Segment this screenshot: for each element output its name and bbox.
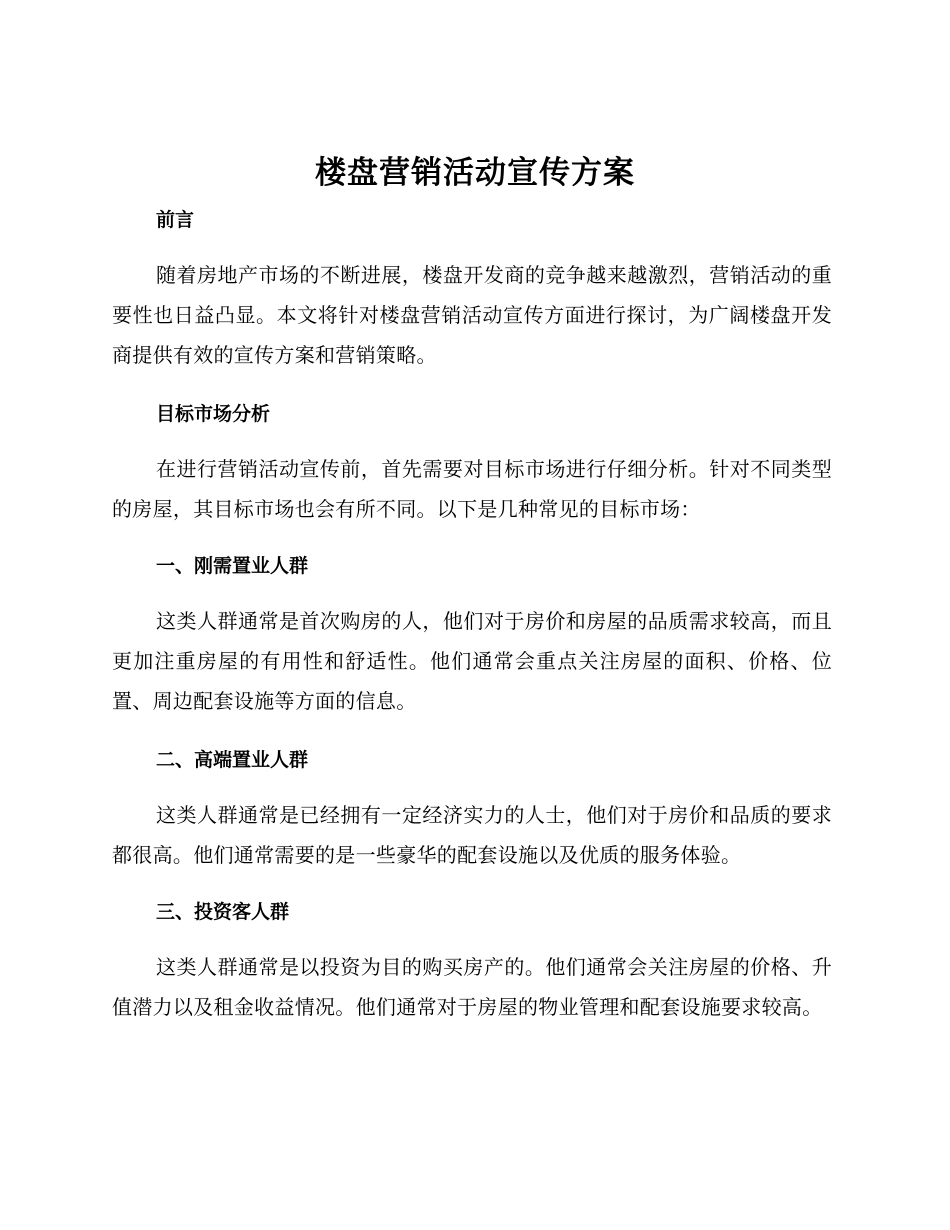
section-paragraph-investors: 这类人群通常是以投资为目的购买房产的。他们通常会关注房屋的价格、升值潜力以及租金收益情况。他们通常对于房屋的物业管理和配套设施要求较高。 — [112, 955, 832, 1019]
document-title: 楼盘营销活动宣传方案 — [315, 155, 635, 191]
section-paragraph-high-end-buyers: 这类人群通常是已经拥有一定经济实力的人士，他们对于房价和品质的要求都很高。他们通常需要的是一些豪华的配套设施以及优质的服务体验。 — [112, 803, 832, 867]
section-paragraph-preface: 随着房地产市场的不断进展，楼盘开发商的竞争越来越激烈，营销活动的重要性也日益凸显。本文将针对楼盘营销活动宣传方面进行探讨，为广阔楼盘开发商提供有效的宣传方案和营销策略。 — [112, 263, 832, 367]
section-heading-first-time-buyers: 一、刚需置业人群 — [156, 555, 309, 577]
section-paragraph-target-market: 在进行营销活动宣传前，首先需要对目标市场进行仔细分析。针对不同类型的房屋，其目标市场也会有所不同。以下是几种常见的目标市场： — [112, 457, 832, 521]
section-paragraph-first-time-buyers: 这类人群通常是首次购房的人，他们对于房价和房屋的品质需求较高，而且更加注重房屋的有用性和舒适性。他们通常会重点关注房屋的面积、价格、位置、周边配套设施等方面的信息。 — [112, 609, 832, 713]
section-heading-investors: 三、投资客人群 — [156, 901, 290, 923]
section-heading-high-end-buyers: 二、高端置业人群 — [156, 749, 309, 771]
section-heading-target-market: 目标市场分析 — [156, 403, 271, 425]
section-heading-preface: 前言 — [156, 209, 195, 231]
